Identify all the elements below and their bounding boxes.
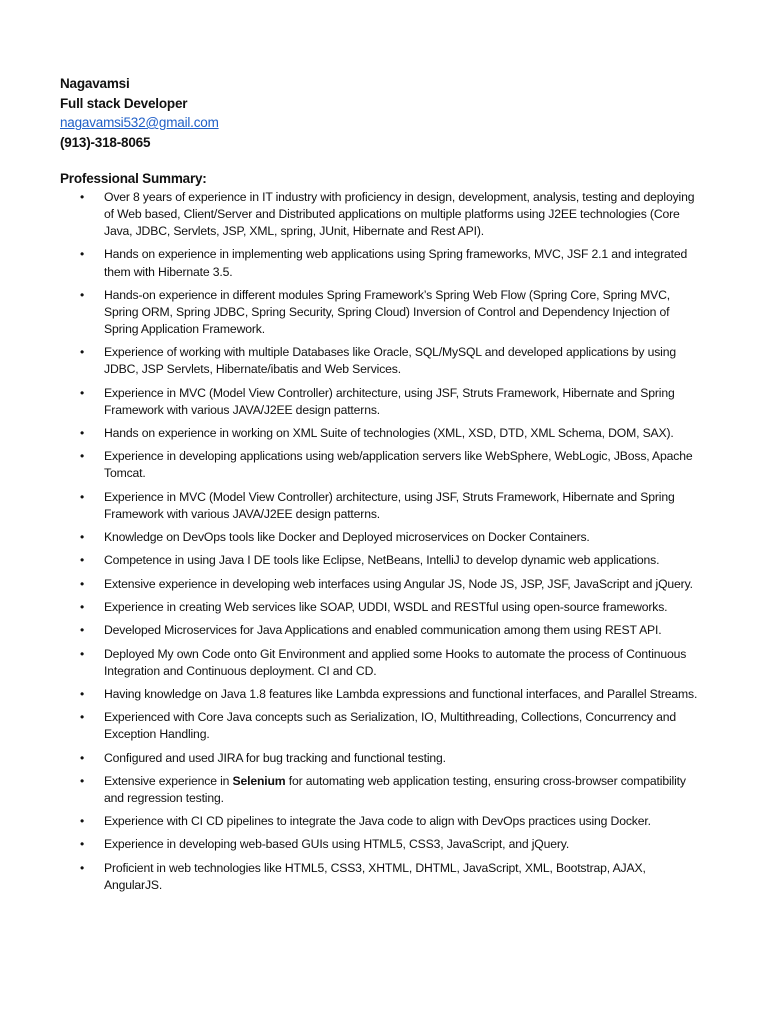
bullet-icon: • (80, 576, 85, 591)
summary-item-text: Competence in using Java I DE tools like Eclipse, NetBeans, IntelliJ to develop dynamic web applications. (104, 553, 660, 568)
summary-item-text: Configured and used JIRA for bug tracking and functional testing. (104, 750, 446, 765)
bullet-icon: • (80, 426, 85, 441)
bullet-icon: • (80, 837, 85, 852)
summary-item-text: Deployed My own Code onto Git Environment and applied some Hooks to automate the process of Continuous Integration and Continuous deployment. CI and CD. (104, 646, 687, 678)
summary-item-text: Hands on experience in working on XML Suite of technologies (XML, XSD, DTD, XML Schema, DOM, SAX). (104, 426, 674, 441)
summary-item-text: Experience in creating Web services like SOAP, UDDI, WSDL and RESTful using open-source frameworks. (104, 599, 668, 614)
summary-item-text-start: Extensive experience in (104, 773, 233, 788)
summary-item-text: Having knowledge on Java 1.8 features like Lambda expressions and functional interfaces, and Parallel Streams. (104, 686, 698, 701)
summary-item-text: Experience in developing applications using web/application servers like WebSphere, WebLogic, JBoss, Apache Tomcat. (104, 449, 693, 481)
bullet-icon: • (80, 710, 85, 725)
bullet-icon: • (80, 814, 85, 829)
professional-summary-heading: Professional Summary: (60, 171, 207, 186)
bullet-icon: • (80, 623, 85, 638)
summary-item (60, 552, 700, 569)
summary-item (60, 189, 700, 240)
bullet-icon: • (80, 530, 85, 545)
bullet-icon: • (80, 599, 85, 614)
bullet-icon: • (80, 247, 85, 262)
summary-item (60, 599, 700, 616)
summary-item-text-end: for automating web application testing, ensuring cross-browser compatibility and regression testing. (104, 773, 686, 805)
summary-item (60, 385, 700, 419)
summary-item-text: Experience in developing web-based GUIs using HTML5, CSS3, JavaScript, and jQuery. (104, 837, 570, 852)
summary-item (60, 448, 700, 482)
summary-item-text: Experience with CI CD pipelines to integrate the Java code to align with DevOps practices using Docker. (104, 814, 651, 829)
summary-item (60, 646, 700, 680)
summary-item (60, 489, 700, 523)
summary-item-text: Over 8 years of experience in IT industry with proficiency in design, development, analysis, testing and deploying of Web based, Client/Server and Distributed applications on multiple platforms using J2EE technologies (Core Java, JDBC, Servlets, JSP, XML, spring, JUnit, Hibernate and Rest API). (104, 190, 695, 239)
bullet-icon: • (80, 750, 85, 765)
summary-item-text: Experience in MVC (Model View Controller) architecture, using JSF, Struts Framework, Hibernate and Spring Framework with various JAVA/J2EE design patterns. (104, 385, 675, 417)
email-row (60, 113, 700, 133)
job-title: Full stack Developer (60, 95, 188, 111)
bullet-icon: • (80, 190, 85, 204)
phone-number: (913)-318-8065 (60, 134, 151, 150)
summary-item-text: Hands on experience in implementing web applications using Spring frameworks, MVC, JSF 2.1 and integrated them with Hibernate 3.5. (104, 247, 688, 279)
bullet-icon: • (80, 553, 85, 568)
summary-item (60, 344, 700, 378)
resume-page (60, 74, 700, 900)
summary-item-text: Developed Microservices for Java Applications and enabled communication among them using REST API. (104, 623, 662, 638)
summary-item (60, 836, 700, 853)
bullet-icon: • (80, 385, 85, 400)
summary-item (60, 622, 700, 639)
bullet-icon: • (80, 773, 85, 788)
bullet-icon: • (80, 686, 85, 701)
bullet-icon: • (80, 287, 85, 302)
summary-item-text: Extensive experience in developing web interfaces using Angular JS, Node JS, JSP, JSF, JavaScript and jQuery. (104, 576, 693, 591)
summary-item-text: Proficient in web technologies like HTML5, CSS3, XHTML, DHTML, JavaScript, XML, Bootstrap, AJAX, AngularJS. (104, 860, 646, 892)
summary-item (60, 287, 700, 338)
summary-item (60, 750, 700, 767)
summary-item (60, 860, 700, 894)
email-link[interactable]: nagavamsi532@gmail.com (60, 115, 219, 130)
summary-item (60, 576, 700, 593)
summary-item-text: Experience of working with multiple Databases like Oracle, SQL/MySQL and developed applications by using JDBC, JSP Servlets, Hibernate/ibatis and Web Services. (104, 345, 676, 377)
bullet-icon: • (80, 646, 85, 661)
summary-list (60, 189, 700, 894)
summary-item (60, 529, 700, 546)
summary-item-text: Experienced with Core Java concepts such as Serialization, IO, Multithreading, Collections, Concurrency and Exception Handling. (104, 710, 676, 742)
candidate-name: Nagavamsi (60, 76, 130, 91)
bullet-icon: • (80, 860, 85, 875)
summary-item (60, 813, 700, 830)
summary-item-text: Hands-on experience in different modules Spring Framework’s Spring Web Flow (Spring Core, Spring MVC, Spring ORM, Spring JDBC, Spring Security, Spring Cloud) Inversion of Control and Dependency Injection of Spring Application Framework. (104, 287, 671, 337)
summary-item-text: Experience in MVC (Model View Controller) architecture, using JSF, Struts Framework, Hibernate and Spring Framework with various JAVA/J2EE design patterns. (104, 489, 675, 521)
summary-item (60, 773, 700, 807)
bullet-icon: • (80, 345, 85, 360)
summary-item (60, 246, 700, 280)
selenium-highlight: Selenium (232, 773, 286, 788)
summary-item-text: Knowledge on DevOps tools like Docker and Deployed microservices on Docker Containers. (104, 530, 590, 545)
summary-item (60, 709, 700, 743)
summary-item (60, 425, 700, 442)
bullet-icon: • (80, 489, 85, 504)
bullet-icon: • (80, 449, 85, 464)
summary-item (60, 686, 700, 703)
